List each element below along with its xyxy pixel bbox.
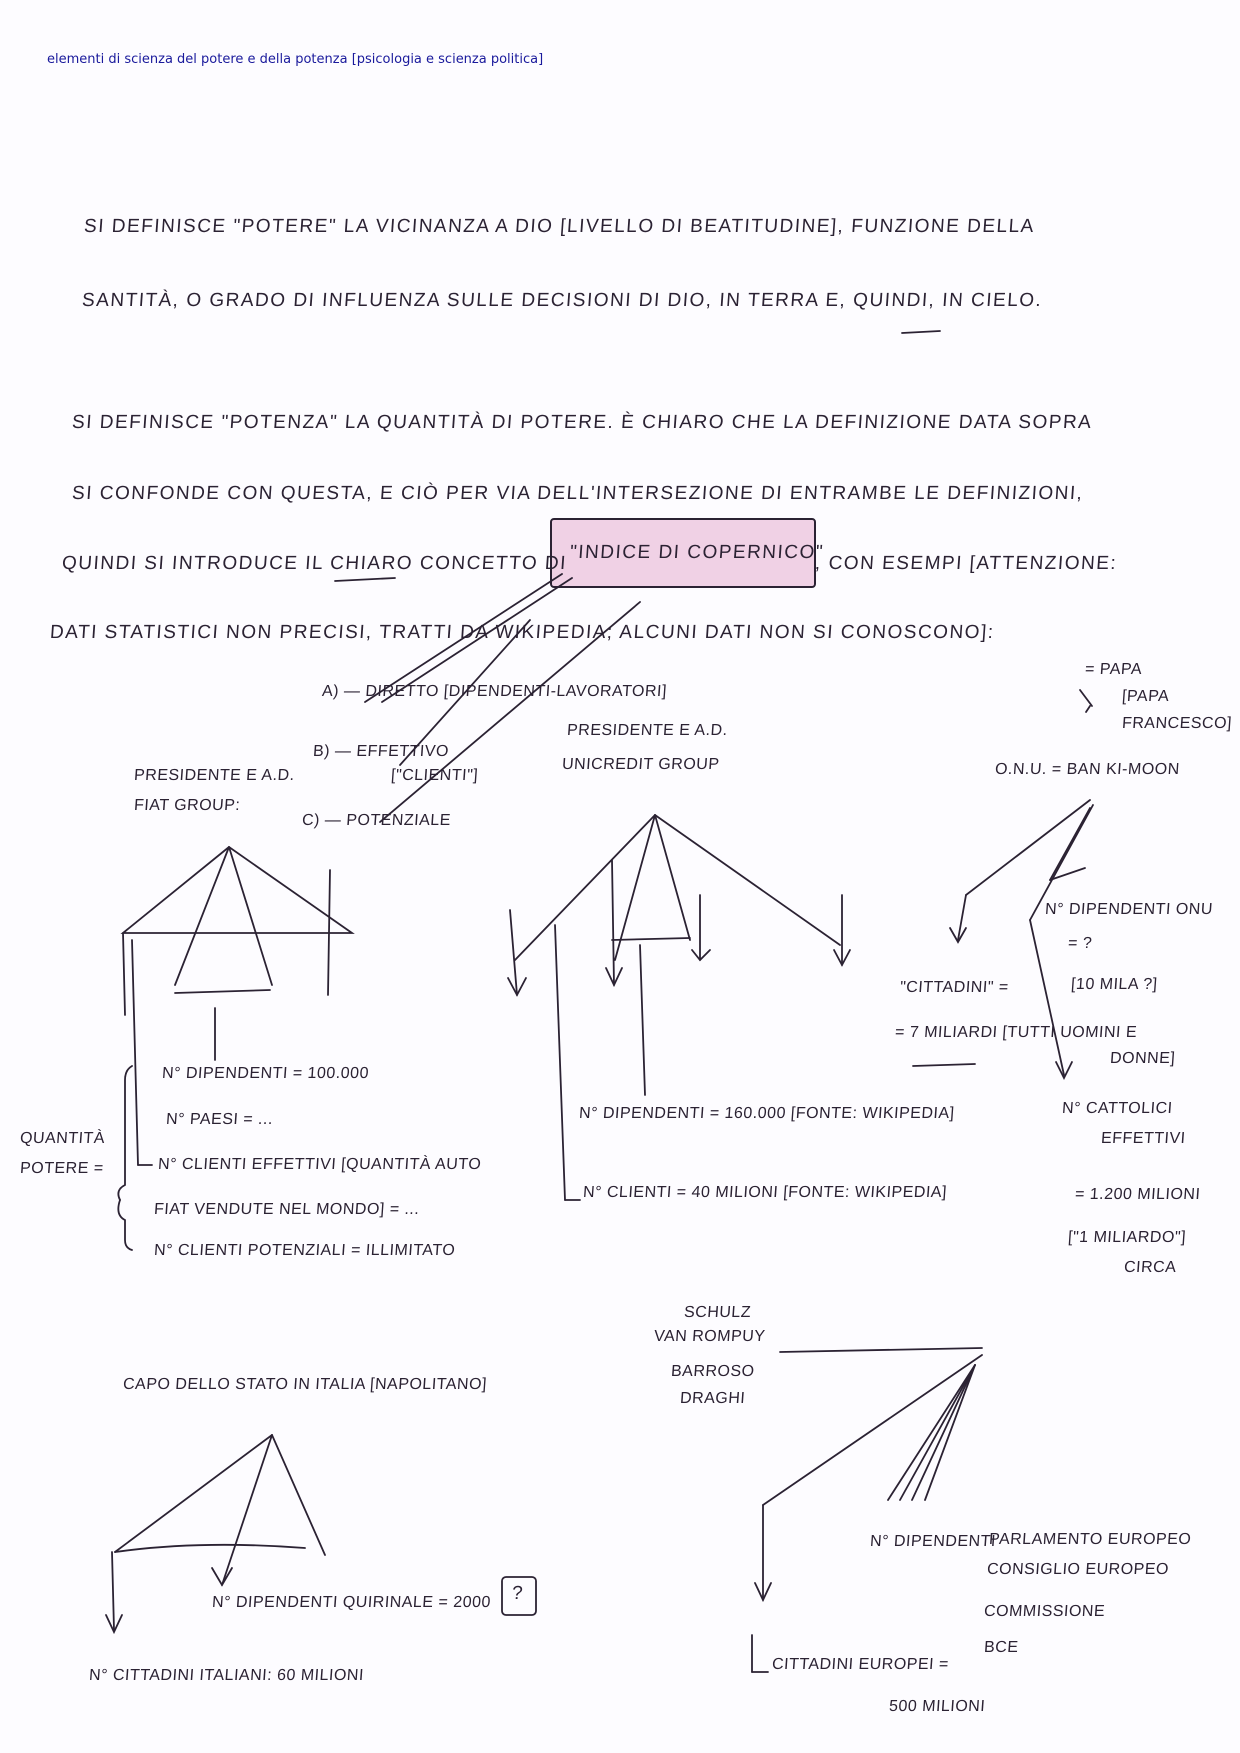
- europe-citizens: CITTADINI EUROPEI =: [771, 1656, 950, 1673]
- unicredit-title: PRESIDENTE E A.D.: [566, 722, 729, 739]
- paragraph-line: SI DEFINISCE "POTENZA" LA QUANTITÀ DI POTERE. È CHIARO CHE LA DEFINIZIONE DATA SOPRA: [71, 412, 1094, 433]
- europe-leader: VAN ROMPUY: [653, 1328, 767, 1345]
- europe-leader: SCHULZ: [683, 1304, 752, 1321]
- fiat-line: FIAT VENDUTE NEL MONDO] = ...: [153, 1201, 420, 1218]
- papa-label: [PAPA: [1121, 688, 1170, 705]
- europe-institution: BCE: [983, 1639, 1020, 1656]
- europe-employees: N° DIPENDENTI: [869, 1533, 997, 1550]
- paragraph-line: SI DEFINISCE "POTERE" LA VICINANZA A DIO [LIVELLO DI BEATITUDINE], FUNZIONE DELLA: [83, 216, 1036, 237]
- catholics-value: CIRCA: [1123, 1259, 1177, 1276]
- fiat-quantity-label: POTERE =: [19, 1160, 105, 1177]
- fiat-title: FIAT GROUP:: [133, 797, 241, 814]
- paragraph-line: QUINDI SI INTRODUCE IL CHIARO CONCETTO DI: [61, 553, 568, 574]
- europe-leader: DRAGHI: [679, 1390, 746, 1407]
- fiat-title: PRESIDENTE E A.D.: [133, 767, 296, 784]
- europe-institution: PARLAMENTO EUROPEO: [988, 1531, 1192, 1548]
- copernico-index-label: "INDICE DI COPERNICO": [569, 542, 825, 563]
- fiat-line: N° CLIENTI POTENZIALI = ILLIMITATO: [153, 1242, 456, 1259]
- catholics-value: = 1.200 MILIONI: [1074, 1186, 1201, 1203]
- question-mark: ?: [511, 1583, 525, 1604]
- europe-citizens-value: 500 MILIONI: [888, 1698, 986, 1715]
- onu-employees-value: [10 MILA ?]: [1070, 976, 1159, 993]
- europe-institution: COMMISSIONE: [983, 1603, 1106, 1620]
- europe-institution: CONSIGLIO EUROPEO: [986, 1561, 1170, 1578]
- papa-label: FRANCESCO]: [1121, 715, 1233, 732]
- fiat-line: N° PAESI = ...: [165, 1111, 274, 1128]
- italia-title: CAPO DELLO STATO IN ITALIA [NAPOLITANO]: [122, 1376, 488, 1393]
- fiat-quantity-label: QUANTITÀ: [19, 1130, 106, 1147]
- onu-citizens: "CITTADINI" =: [899, 979, 1010, 996]
- catholics-label: EFFETTIVI: [1100, 1130, 1187, 1147]
- papa-label: = PAPA: [1084, 661, 1143, 678]
- catholics-label: N° CATTOLICI: [1061, 1100, 1174, 1117]
- onu-title: O.N.U. = BAN KI-MOON: [994, 761, 1181, 778]
- italia-employees: N° DIPENDENTI QUIRINALE = 2000: [211, 1594, 492, 1611]
- fiat-line: N° DIPENDENTI = 100.000: [161, 1065, 370, 1082]
- paragraph-line: , CON ESEMPI [ATTENZIONE:: [814, 553, 1118, 574]
- type-c: C) — POTENZIALE: [301, 812, 452, 829]
- italia-citizens: N° CITTADINI ITALIANI: 60 MILIONI: [88, 1667, 365, 1684]
- paragraph-line: SANTITÀ, O GRADO DI INFLUENZA SULLE DECISIONI DI DIO, IN TERRA E, QUINDI, IN CIELO.: [81, 290, 1044, 311]
- onu-employees-value: = ?: [1067, 935, 1093, 952]
- onu-citizens-value: = 7 MILIARDI [TUTTI UOMINI E: [894, 1024, 1138, 1041]
- unicredit-title: UNICREDIT GROUP: [561, 756, 721, 773]
- fiat-line: N° CLIENTI EFFETTIVI [QUANTITÀ AUTO: [157, 1156, 482, 1173]
- onu-citizens-value: DONNE]: [1109, 1050, 1176, 1067]
- catholics-value: ["1 MILIARDO"]: [1067, 1229, 1187, 1246]
- unicredit-employees: N° DIPENDENTI = 160.000 [FONTE: WIKIPEDIA]: [578, 1105, 956, 1122]
- europe-leader: BARROSO: [670, 1363, 756, 1380]
- type-b: B) — EFFETTIVO: [312, 743, 450, 760]
- page-header: elementi di scienza del potere e della potenza [psicologia e scienza politica]: [47, 52, 544, 67]
- paragraph-line: SI CONFONDE CON QUESTA, E CIÒ PER VIA DELL'INTERSEZIONE DI ENTRAMBE LE DEFINIZIONI,: [71, 483, 1085, 504]
- type-a: A) — DIRETTO [DIPENDENTI-LAVORATORI]: [321, 683, 668, 700]
- unicredit-clients: N° CLIENTI = 40 MILIONI [FONTE: WIKIPEDIA]: [582, 1184, 948, 1201]
- paragraph-line: DATI STATISTICI NON PRECISI, TRATTI DA WIKIPEDIA; ALCUNI DATI NON SI CONOSCONO]:: [49, 622, 996, 643]
- onu-employees: N° DIPENDENTI ONU: [1044, 901, 1214, 918]
- type-b-clients: ["CLIENTI"]: [390, 767, 479, 784]
